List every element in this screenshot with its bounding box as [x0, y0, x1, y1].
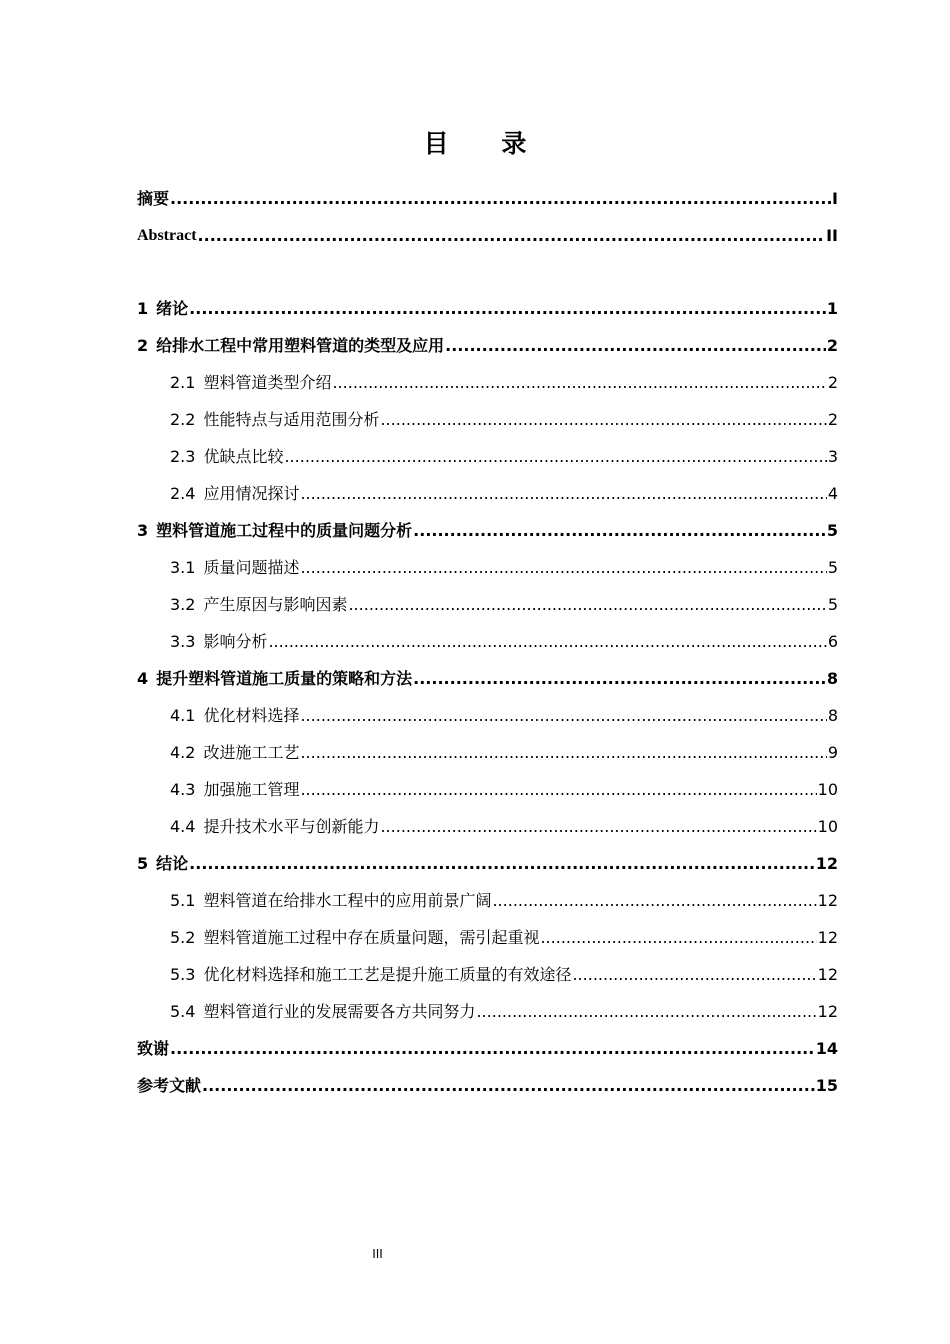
- toc-entry-number: 5.2: [170, 928, 196, 947]
- toc-entry-number: 4.1: [170, 706, 196, 725]
- toc-entry-page: 12: [817, 891, 838, 910]
- toc-entry-number: 2.2: [170, 410, 196, 429]
- toc-entry-page: 5: [827, 595, 838, 614]
- toc-entry-number: 4: [137, 669, 149, 688]
- toc-entry[interactable]: [137, 874, 838, 911]
- toc-entry[interactable]: [137, 282, 838, 319]
- toc-entry-page: 12: [817, 1002, 838, 1021]
- toc-leader-dots: [492, 891, 816, 911]
- toc-entry-page: 10: [817, 817, 838, 836]
- toc-entry-page: 2: [826, 336, 838, 355]
- toc-entry-text: 摘要: [137, 189, 170, 208]
- toc-leader-dots: [332, 373, 826, 393]
- toc-entry-number: 3.2: [170, 595, 196, 614]
- toc-entry[interactable]: [137, 689, 838, 726]
- toc-entry[interactable]: [137, 504, 838, 541]
- toc-entry-page: 14: [815, 1039, 838, 1058]
- toc-leader-dots: [540, 928, 816, 948]
- toc-entry-page: 15: [815, 1076, 838, 1095]
- toc-entry-text: 加强施工管理: [203, 780, 300, 799]
- toc-entry-number: 5.4: [170, 1002, 196, 1021]
- toc-leader-dots: [476, 1002, 816, 1022]
- toc-entry-page: 2: [827, 373, 838, 392]
- toc-entry-text: 参考文献: [137, 1076, 202, 1095]
- toc-entry[interactable]: [137, 467, 838, 504]
- toc-leader-dots: [300, 706, 826, 726]
- toc-entry-page: 5: [826, 521, 838, 540]
- toc-entry[interactable]: [137, 726, 838, 763]
- toc-entry-text: 致谢: [137, 1039, 170, 1058]
- toc-leader-dots: [170, 189, 831, 209]
- toc-entry-page: 9: [827, 743, 838, 762]
- toc-entry-text: 绪论: [156, 299, 189, 318]
- toc-entry-number: 5.3: [170, 965, 196, 984]
- toc-leader-dots: [202, 1076, 815, 1096]
- toc-entry[interactable]: [137, 430, 838, 467]
- toc-entry-text: 塑料管道在给排水工程中的应用前景广阔: [203, 891, 492, 910]
- toc-leader-dots: [572, 965, 816, 985]
- toc-entry-text: 提升技术水平与创新能力: [203, 817, 380, 836]
- toc-entry-number: 4.3: [170, 780, 196, 799]
- toc-entry[interactable]: [137, 393, 838, 430]
- toc-leader-dots: [284, 447, 826, 467]
- toc-entry-page: 6: [827, 632, 838, 651]
- toc-leader-dots: [189, 299, 826, 319]
- toc-leader-dots: [300, 484, 826, 504]
- toc-entry-text: 改进施工工艺: [203, 743, 300, 762]
- toc-entry[interactable]: [137, 948, 838, 985]
- toc-entry-page: 12: [817, 965, 838, 984]
- toc-entry-page: 8: [827, 706, 838, 725]
- toc-entry-text: 影响分析: [203, 632, 268, 651]
- toc-entry-text: 给排水工程中常用塑料管道的类型及应用: [156, 336, 445, 355]
- toc-entry-number: 4.4: [170, 817, 196, 836]
- toc-entry[interactable]: [137, 911, 838, 948]
- toc-entry[interactable]: [137, 615, 838, 652]
- toc-entry-text: 产生原因与影响因素: [203, 595, 348, 614]
- toc-title: 目 录: [423, 129, 549, 158]
- toc-entry-text: 优缺点比较: [203, 447, 284, 466]
- toc-entry[interactable]: [137, 172, 838, 209]
- toc-leader-dots: [380, 410, 826, 430]
- toc-entry-page: I: [832, 189, 838, 208]
- toc-leader-dots: [189, 854, 815, 874]
- toc-entry-number: 4.2: [170, 743, 196, 762]
- toc-entry-text: 质量问题描述: [203, 558, 300, 577]
- toc-entry-text: 优化材料选择和施工工艺是提升施工质量的有效途径: [203, 965, 572, 984]
- toc-entry-text: 应用情况探讨: [203, 484, 300, 503]
- toc-leader-dots: [413, 669, 826, 689]
- toc-leader-dots: [300, 743, 826, 763]
- toc-entry-text: 塑料管道行业的发展需要各方共同努力: [203, 1002, 476, 1021]
- toc-entry-number: 2.3: [170, 447, 196, 466]
- toc-entry[interactable]: [137, 985, 838, 1022]
- toc-leader-dots: [348, 595, 826, 615]
- toc-entry-page: 12: [815, 854, 838, 873]
- toc-leader-dots: [170, 1039, 815, 1059]
- toc-entry-number: 2: [137, 336, 149, 355]
- toc-entry-page: II: [826, 226, 838, 245]
- toc-entry[interactable]: [137, 1059, 838, 1096]
- toc-entry[interactable]: [137, 356, 838, 393]
- toc-entry-page: 8: [826, 669, 838, 688]
- toc-entry-page: 2: [827, 410, 838, 429]
- toc-entry[interactable]: [137, 800, 838, 837]
- toc-entry-number: 2.4: [170, 484, 196, 503]
- toc-entry-page: 5: [827, 558, 838, 577]
- toc-leader-dots: [198, 226, 826, 246]
- toc-entry-number: 3: [137, 521, 149, 540]
- toc-entry-text: 塑料管道施工过程中存在质量问题，需引起重视: [203, 928, 540, 947]
- toc-entry-number: 2.1: [170, 373, 196, 392]
- toc-entry[interactable]: [137, 1022, 838, 1059]
- toc-leader-dots: [300, 558, 826, 578]
- toc-entry-page: 4: [827, 484, 838, 503]
- toc-entry-number: 5: [137, 854, 149, 873]
- toc-leader-dots: [268, 632, 826, 652]
- toc-entry[interactable]: [137, 578, 838, 615]
- toc-entry-page: 3: [827, 447, 838, 466]
- toc-entry-number: 3.3: [170, 632, 196, 651]
- page-number: III: [372, 1247, 383, 1261]
- toc-leader-dots: [413, 521, 826, 541]
- toc-entry-page: 12: [817, 928, 838, 947]
- toc-entry-page: 10: [817, 780, 838, 799]
- toc-entry[interactable]: [137, 541, 838, 578]
- toc-entry-text: 提升塑料管道施工质量的策略和方法: [156, 669, 413, 688]
- toc-entry[interactable]: [137, 319, 838, 356]
- toc-leader-dots: [445, 336, 826, 356]
- toc-leader-dots: [300, 780, 816, 800]
- toc-entry-text: 优化材料选择: [203, 706, 300, 725]
- toc-entry-page: 1: [826, 299, 838, 318]
- toc-entry-number: 3.1: [170, 558, 196, 577]
- toc-entry[interactable]: [137, 209, 838, 246]
- toc-entry-text: 性能特点与适用范围分析: [203, 410, 380, 429]
- toc-entry-number: 1: [137, 299, 149, 318]
- toc-entry[interactable]: [137, 837, 838, 874]
- toc-entry[interactable]: [137, 763, 838, 800]
- toc-entry-text: Abstract: [137, 227, 197, 244]
- toc-entry-text: 塑料管道施工过程中的质量问题分析: [156, 521, 413, 540]
- toc-entry[interactable]: [137, 652, 838, 689]
- toc-entry-number: 5.1: [170, 891, 196, 910]
- toc-entry-text: 结论: [156, 854, 189, 873]
- toc-leader-dots: [380, 817, 816, 837]
- toc-entry-text: 塑料管道类型介绍: [203, 373, 332, 392]
